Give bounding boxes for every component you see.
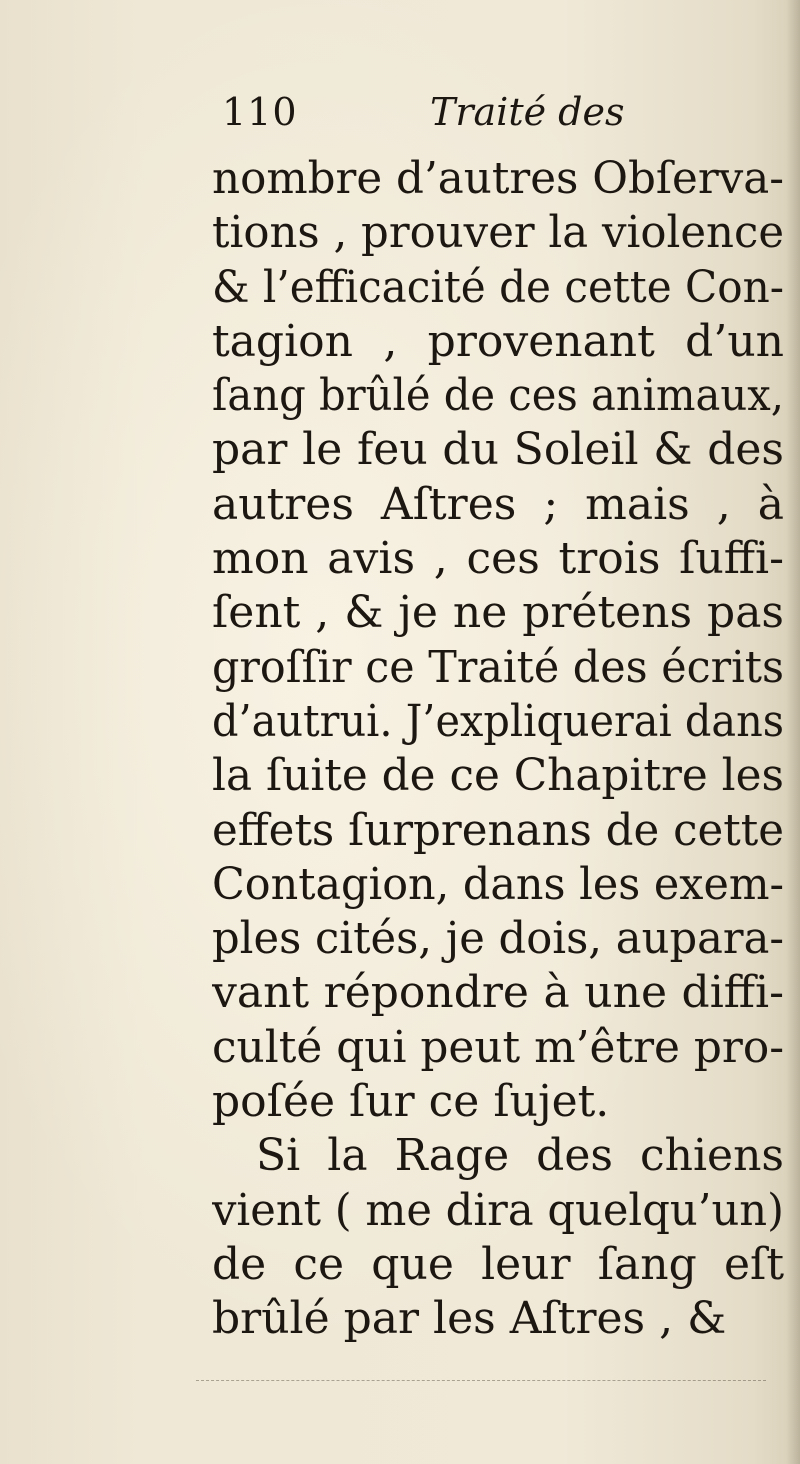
text-line: tagion , provenant d’un [212,315,784,367]
text-line: ples cités, je dois, aupara- [212,913,784,965]
text-line: vant répondre à une diffi- [212,967,784,1019]
body-text [212,152,794,1347]
text-line: brûlé par les Aſtres , & [212,1293,727,1345]
text-line: poſée ſur ce ſujet. [212,1076,610,1128]
page-number: 110 [222,90,298,134]
text-line: d’autrui. J’expliquerai dans [212,695,784,747]
page-header [212,90,794,152]
text-line: la ſuite de ce Chapitre les [212,750,784,802]
text-line: vient ( me dira quelqu’un) [212,1184,784,1236]
text-line: culté qui peut m’être pro- [212,1021,784,1073]
text-line: Contagion, dans les exem- [212,858,784,910]
text-block [212,90,794,1347]
text-line: & l’efficacité de cette Con- [212,261,784,313]
text-line: ſent , & je ne prétens pas [212,587,784,639]
text-line: groſſir ce Traité des écrits [212,641,784,693]
text-line: Si la Rage des chiens [256,1130,784,1182]
text-line: nombre d’autres Obſerva- [212,153,784,204]
text-line: mon avis , ces trois ſuffi- [212,533,784,585]
text-line: autres Aſtres ; mais , à [212,478,784,530]
text-line: effets ſurprenans de cette [212,804,784,856]
bottom-rule [196,1380,766,1381]
text-line: de ce que leur ſang eſt [212,1238,784,1290]
running-title: Traité des [430,90,625,134]
text-line: par le feu du Soleil & des [212,424,784,476]
text-line: tions , prouver la violence [212,207,784,259]
text-line: ſang brûlé de ces animaux, [212,370,784,422]
